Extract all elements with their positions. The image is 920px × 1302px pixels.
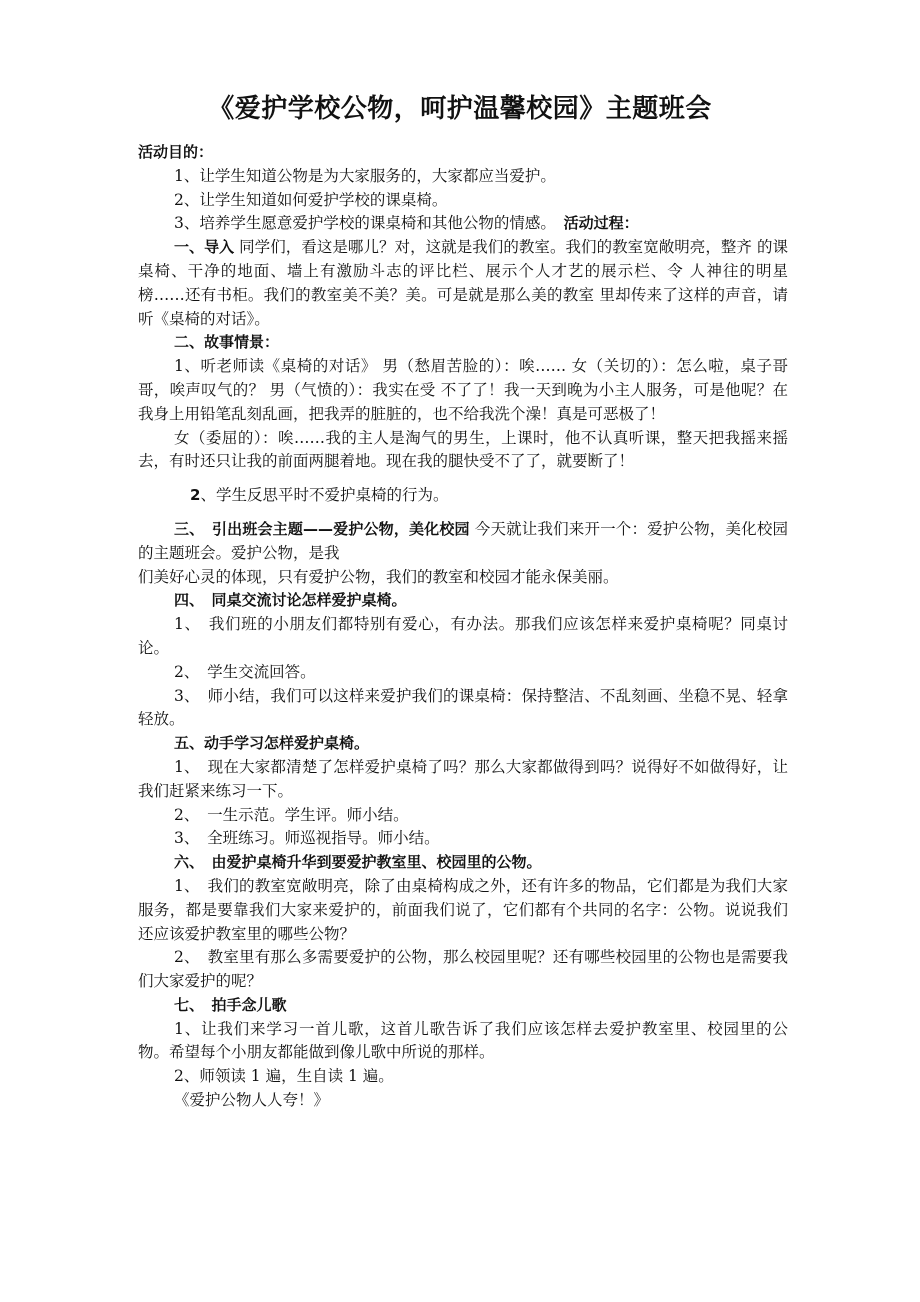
document-body xyxy=(138,141,788,1113)
section-4-item-1: 1、 我们班的小朋友们都特别有爱心，有办法。那我们应该怎样来爱护桌椅呢？同桌讨论。 xyxy=(138,615,788,657)
section-5-item-3: 3、 全班练习。师巡视指导。师小结。 xyxy=(174,829,440,848)
section-1 xyxy=(138,236,788,331)
page-title: 《爱护学校公物，呵护温馨校园》主题班会 xyxy=(208,94,712,124)
section-2-item-1b: 女（委屈的）：唉……我的主人是淘气的男生，上课时，他不认真听课，整天把我摇来摇去，有时还只让我的前面两腿着地。现在我的腿快受不了了，就要断了！ xyxy=(138,428,788,471)
section-7-item-2: 2、师领读 1 遍，生自读 1 遍。 xyxy=(174,1067,394,1086)
purpose-item-3 xyxy=(138,212,788,236)
section-5-item-2: 2、 一生示范。学生评。师小结。 xyxy=(174,805,409,824)
section-6-item-2: 2、 教室里有那么多需要爱护的公物，那么校园里呢？还有哪些校园里的公物也是需要我们大家爱护的呢？ xyxy=(138,948,788,991)
section-1-text: 同学们，看这是哪儿？对，这就是我们的教室。我们的教室宽敞明亮，整齐 的课桌椅、干净的地面、墙上有激励斗志的评比栏、展示个人才艺的展示栏、令 人神往的明星榜……还有书柜。我们的教室美不美？美。可是就是那么美的教室 里却传来了这样的声音，请听《桌椅的对话》。 xyxy=(138,238,788,328)
section-6-item-1: 1、 我们的教室宽敞明亮，除了由桌椅构成之外，还有许多的物品，它们都是为我们大家服务，都是要靠我们大家来爱护的，前面我们说了，它们都有个共同的名字：公物。说说我们还应该爱护教室里的哪些公物？ xyxy=(138,876,788,943)
section-2-item-2-num: 2 xyxy=(190,486,201,505)
section-3-heading: 三、 引出班会主题——爱护公物，美化校园 xyxy=(174,519,470,538)
section-6-heading: 六、 由爱护桌椅升华到要爱护教室里、校园里的公物。 xyxy=(174,853,542,872)
section-7-item-1: 1、让我们来学习一首儿歌，这首儿歌告诉了我们应该怎样去爱护教室里、校园里的公物。希望每个小朋友都能做到像儿歌中所说的那样。 xyxy=(138,1019,788,1062)
purpose-item-2: 2、让学生知道如何爱护学校的课桌椅。 xyxy=(174,190,448,209)
purpose-item-1: 1、让学生知道公物是为大家服务的，大家都应当爱护。 xyxy=(174,166,556,185)
section-3 xyxy=(138,518,788,566)
section-4-item-2: 2、 学生交流回答。 xyxy=(174,662,316,681)
section-2-item-1: 1、听老师读《桌椅的对话》 男（愁眉苦脸的）：唉…… 女（关切的）：怎么啦，桌子哥哥，唉声叹气的？ 男（气愤的）：我实在受 不了了！我一天到晚为小主人服务，可是他呢？在 我身上用铅笔乱刻乱画，把我弄的脏脏的，也不给我洗个澡！真是可恶极了！ xyxy=(138,357,788,423)
purpose-item-3-text: 3、培养学生愿意爱护学校的课桌椅和其他公物的情感。 xyxy=(174,214,549,233)
section-2-item-2 xyxy=(138,484,788,508)
poem-title: 《爱护公物人人夸！》 xyxy=(174,1091,330,1110)
section-7-heading: 七、 拍手念儿歌 xyxy=(174,995,287,1014)
process-heading: 活动过程： xyxy=(563,214,639,233)
section-5-heading: 五、动手学习怎样爱护桌椅。 xyxy=(174,734,370,753)
section-2-item-2-text: 、学生反思平时不爱护桌椅的行为。 xyxy=(200,486,449,505)
purpose-heading: 活动目的： xyxy=(138,143,214,161)
section-3-text2: 们美好心灵的体现，只有爱护公物，我们的教室和校园才能永保美丽。 xyxy=(138,567,619,586)
section-3-text: 今天就让我们来开一个：爱护公物，美化校园的主题班会。爱护公物，是我 xyxy=(138,519,788,562)
section-4-item-3: 3、 师小结，我们可以这样来爱护我们的课桌椅：保持整洁、不乱刻画、坐稳不晃、轻拿轻放。 xyxy=(138,686,788,729)
section-1-heading: 一、导入 xyxy=(174,238,235,257)
section-5-item-1: 1、 现在大家都清楚了怎样爱护桌椅了吗？那么大家都做得到吗？说得好不如做得好，让我们赶紧来练习一下。 xyxy=(138,757,788,800)
section-2-heading: 二、故事情景： xyxy=(174,333,280,352)
section-4-heading: 四、 同桌交流讨论怎样爱护桌椅。 xyxy=(174,591,407,610)
